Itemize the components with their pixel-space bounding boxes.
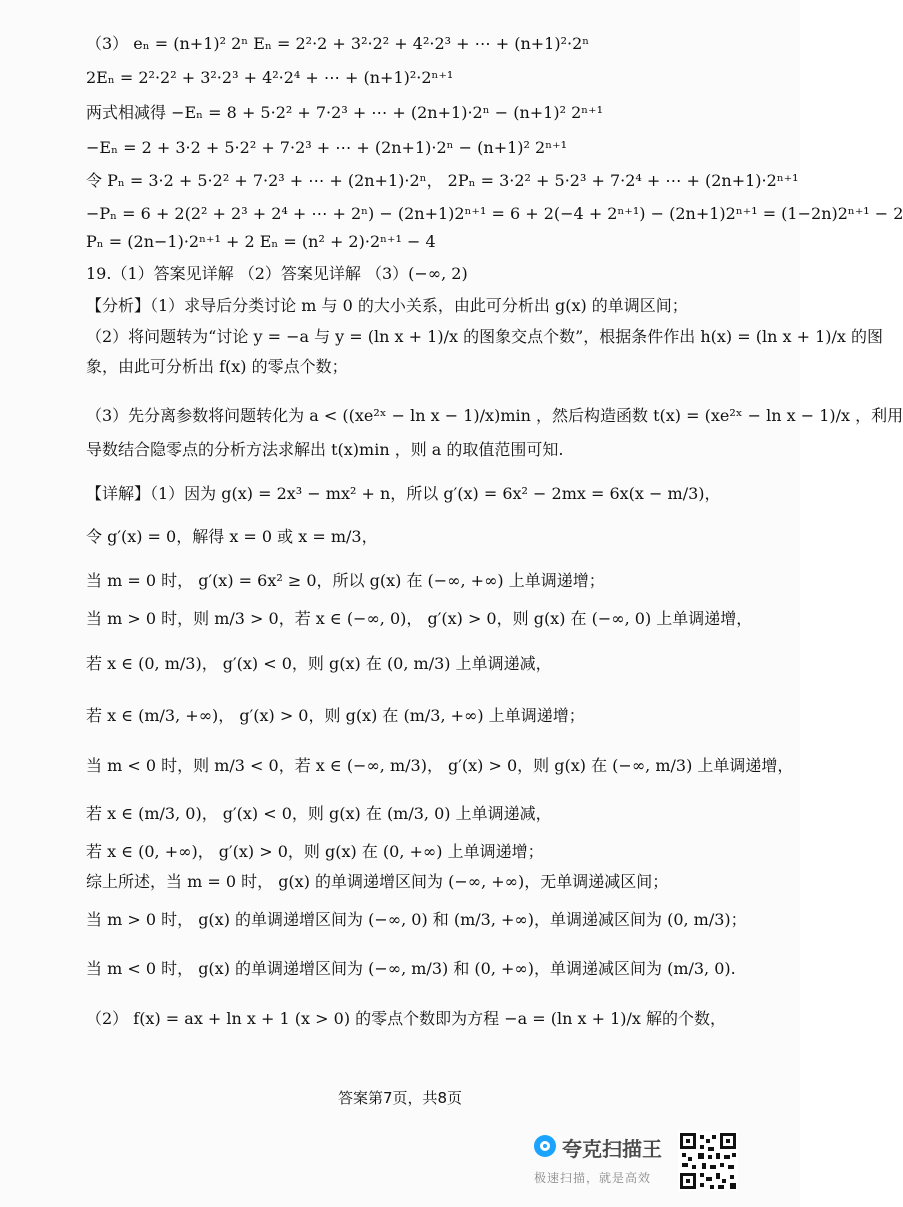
line-22: 若 x ∈ (0, +∞)， g′(x) > 0，则 g(x) 在 (0, +∞) 上单调递增； xyxy=(86,842,544,861)
line-12: （3）先分离参数将问题转化为 a < ((xe²ˣ − ln x − 1)/x)min ，然后构造函数 t(x) = (xe²ˣ − ln x − 1)/x ，利用 xyxy=(86,406,903,425)
page-footer: 答案第7页，共8页 xyxy=(337,1089,463,1107)
line-15: 令 g′(x) = 0，解得 x = 0 或 x = m/3， xyxy=(86,527,378,546)
line-9: 【分析】（1）求导后分类讨论 m 与 0 的大小关系，由此可分析出 g(x) 的单调区间； xyxy=(86,296,688,315)
qr-code-icon xyxy=(678,1131,738,1191)
line-5: 令 Pₙ = 3·2 + 5·2² + 7·2³ + ⋯ + (2n+1)·2ⁿ， 2Pₙ = 3·2² + 5·2³ + 7·2⁴ + ⋯ + (2n+1)·2ⁿ⁺¹ xyxy=(86,171,799,190)
line-7: Pₙ = (2n−1)·2ⁿ⁺¹ + 2 Eₙ = (n² + 2)·2ⁿ⁺¹ − 4 xyxy=(86,232,436,251)
watermark-brand: 夸克扫描王 xyxy=(562,1137,662,1161)
line-1: （3） eₙ = (n+1)² 2ⁿ Eₙ = 2²·2 + 3²·2² + 4²·2³ + ⋯ + (n+1)²·2ⁿ xyxy=(86,34,590,53)
line-8: 19.（1）答案见详解 （2）答案见详解 （3）(−∞, 2) xyxy=(86,264,468,283)
line-13: 导数结合隐零点的分析方法求解出 t(x)min ，则 a 的取值范围可知. xyxy=(86,440,564,459)
watermark-tagline: 极速扫描，就是高效 xyxy=(534,1171,652,1185)
line-24: 当 m > 0 时， g(x) 的单调递增区间为 (−∞, 0) 和 (m/3, +∞)，单调递减区间为 (0, m/3)； xyxy=(86,910,747,929)
line-21: 若 x ∈ (m/3, 0)， g′(x) < 0，则 g(x) 在 (m/3, 0) 上单调递减， xyxy=(86,804,552,823)
line-23: 综上所述，当 m = 0 时， g(x) 的单调递增区间为 (−∞, +∞)，无单调递减区间； xyxy=(86,872,669,891)
line-2: 2Eₙ = 2²·2² + 3²·2³ + 4²·2⁴ + ⋯ + (n+1)²·2ⁿ⁺¹ xyxy=(86,68,454,87)
line-26: （2） f(x) = ax + ln x + 1 (x > 0) 的零点个数即为方程 −a = (ln x + 1)/x 解的个数， xyxy=(86,1009,727,1028)
scanner-watermark xyxy=(534,1133,674,1189)
line-3: 两式相减得 −Eₙ = 8 + 5·2² + 7·2³ + ⋯ + (2n+1)·2ⁿ − (n+1)² 2ⁿ⁺¹ xyxy=(86,103,604,122)
line-20: 当 m < 0 时，则 m/3 < 0，若 x ∈ (−∞, m/3)， g′(x) > 0，则 g(x) 在 (−∞, m/3) 上单调递增， xyxy=(86,756,794,775)
quark-logo-icon xyxy=(534,1135,556,1157)
line-10: （2）将问题转为“讨论 y = −a 与 y = (ln x + 1)/x 的图象交点个数”，根据条件作出 h(x) = (ln x + 1)/x 的图 xyxy=(86,327,884,346)
line-17: 当 m > 0 时，则 m/3 > 0，若 x ∈ (−∞, 0)， g′(x) > 0，则 g(x) 在 (−∞, 0) 上单调递增， xyxy=(86,609,753,628)
line-19: 若 x ∈ (m/3, +∞)， g′(x) > 0，则 g(x) 在 (m/3, +∞) 上单调递增； xyxy=(86,706,585,725)
line-4: −Eₙ = 2 + 3·2 + 5·2² + 7·2³ + ⋯ + (2n+1)·2ⁿ − (n+1)² 2ⁿ⁺¹ xyxy=(86,138,567,157)
line-6: −Pₙ = 6 + 2(2² + 2³ + 2⁴ + ⋯ + 2ⁿ) − (2n+1)2ⁿ⁺¹ = 6 + 2(−4 + 2ⁿ⁺¹) − (2n+1)2ⁿ⁺¹ = (1−2n)2ⁿ⁺¹ − 2 xyxy=(86,204,903,223)
qr-code-graphic xyxy=(678,1131,738,1191)
line-18: 若 x ∈ (0, m/3)， g′(x) < 0，则 g(x) 在 (0, m/3) 上单调递减， xyxy=(86,654,552,673)
line-14: 【详解】（1）因为 g(x) = 2x³ − mx² + n，所以 g′(x) = 6x² − 2mx = 6x(x − m/3)， xyxy=(86,484,721,503)
line-16: 当 m = 0 时， g′(x) = 6x² ≥ 0，所以 g(x) 在 (−∞, +∞) 上单调递增； xyxy=(86,571,605,590)
line-11: 象，由此可分析出 f(x) 的零点个数； xyxy=(86,357,348,376)
line-25: 当 m < 0 时， g(x) 的单调递增区间为 (−∞, m/3) 和 (0, +∞)，单调递减区间为 (m/3, 0). xyxy=(86,959,736,978)
